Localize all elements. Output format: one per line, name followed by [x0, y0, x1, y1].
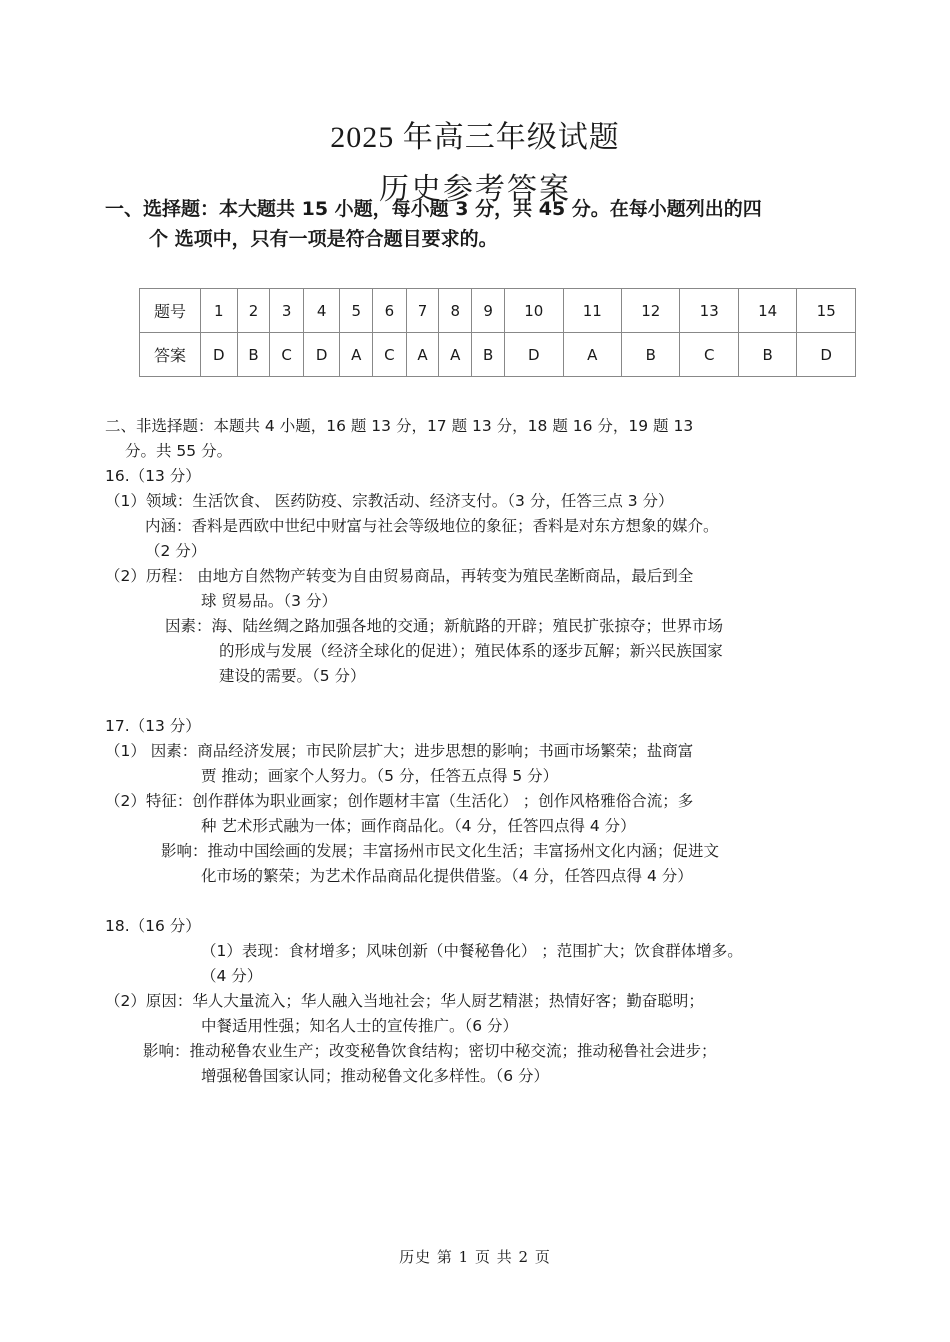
q18-impact-cont: 增强秘鲁国家认同；推动秘鲁文化多样性。（6 分）	[201, 1067, 550, 1085]
answer-cell: A	[439, 333, 472, 377]
answer-table	[139, 288, 856, 377]
question-number-cell: 14	[738, 289, 796, 333]
question-number-cell: 11	[563, 289, 621, 333]
q16-heading: 16.（13 分）	[105, 467, 201, 485]
section2-line2: 分。共 55 分。	[125, 442, 233, 460]
answer-cell: C	[373, 333, 406, 377]
q18-heading: 18.（16 分）	[105, 917, 201, 935]
question-number-cell: 13	[680, 289, 738, 333]
question-number-cell: 6	[373, 289, 406, 333]
question-number-cell: 4	[303, 289, 340, 333]
section1-heading	[105, 194, 845, 254]
q16-meaning-score: （2 分）	[145, 542, 207, 560]
question-number-cell: 2	[237, 289, 270, 333]
answer-cell: C	[680, 333, 738, 377]
q16-meaning: 内涵：香料是西欧中世纪中财富与社会等级地位的象征；香料是对东方想象的媒介。	[145, 517, 719, 535]
section2-line1: 二、非选择题：本题共 4 小题，16 题 13 分，17 题 13 分，18 题 16 分，19 题 13	[105, 417, 694, 435]
q16-factors: 因素：海、陆丝绸之路加强各地的交通；新航路的开辟；殖民扩张掠夺；世界市场	[165, 617, 724, 635]
answer-cell: A	[563, 333, 621, 377]
q17-impact: 影响：推动中国绘画的发展；丰富扬州市民文化生活；丰富扬州文化内涵；促进文	[161, 842, 720, 860]
page-title: 2025 年高三年级试题	[330, 121, 620, 154]
answer-cell: C	[270, 333, 303, 377]
q18-part2-cont: 中餐适用性强；知名人士的宣传推广。（6 分）	[201, 1017, 519, 1035]
q16-factors-cont2: 建设的需要。（5 分）	[219, 667, 366, 685]
answer-body	[105, 414, 865, 1089]
page-footer: 历史 第 1 页 共 2 页	[399, 1248, 551, 1266]
q17-impact-cont: 化市场的繁荣；为艺术作品商品化提供借鉴。（4 分，任答四点得 4 分）	[201, 867, 693, 885]
q16-part2: （2）历程： 由地方自然物产转变为自由贸易商品，再转变为殖民垄断商品，最后到全	[105, 567, 694, 585]
answer-cell: D	[505, 333, 563, 377]
q16-part2-cont: 球 贸易品。（3 分）	[201, 592, 337, 610]
answer-cell: B	[472, 333, 505, 377]
number-row-header: 题号	[140, 289, 201, 333]
question-number-cell: 15	[797, 289, 856, 333]
answer-table-answer-row	[140, 333, 856, 377]
q17-part2: （2）特征：创作群体为职业画家；创作题材丰富（生活化） ；创作风格雅俗合流；多	[105, 792, 694, 810]
q17-part2-cont: 种 艺术形式融为一体；画作商品化。（4 分，任答四点得 4 分）	[201, 817, 636, 835]
question-number-cell: 8	[439, 289, 472, 333]
answer-cell: B	[622, 333, 680, 377]
question-number-cell: 12	[622, 289, 680, 333]
question-number-cell: 7	[406, 289, 439, 333]
answer-cell: D	[201, 333, 238, 377]
question-number-cell: 9	[472, 289, 505, 333]
answer-cell: B	[738, 333, 796, 377]
q17-part1-cont: 贾 推动；画家个人努力。（5 分，任答五点得 5 分）	[201, 767, 559, 785]
q18-part1-score: （4 分）	[201, 967, 263, 985]
answer-cell: A	[340, 333, 373, 377]
question-number-cell: 5	[340, 289, 373, 333]
section1-line1: 一、选择题：本大题共 15 小题，每小题 3 分，共 45 分。在每小题列出的四	[105, 198, 762, 220]
q18-part1: （1）表现：食材增多；风味创新（中餐秘鲁化） ；范围扩大；饮食群体增多。	[201, 942, 743, 960]
answer-table-number-row	[140, 289, 856, 333]
q17-heading: 17.（13 分）	[105, 717, 201, 735]
answer-cell: A	[406, 333, 439, 377]
q16-factors-cont1: 的形成与发展（经济全球化的促进）；殖民体系的逐步瓦解；新兴民族国家	[219, 642, 723, 660]
answer-cell: D	[303, 333, 340, 377]
answer-cell: B	[237, 333, 270, 377]
q16-part1: （1）领域：生活饮食、 医药防疫、宗教活动、经济支付。（3 分，任答三点 3 分）	[105, 492, 674, 510]
question-number-cell: 3	[270, 289, 303, 333]
q18-impact: 影响：推动秘鲁农业生产；改变秘鲁饮食结构；密切中秘交流；推动秘鲁社会进步；	[143, 1042, 717, 1060]
section1-line2: 个 选项中，只有一项是符合题目要求的。	[149, 228, 498, 250]
answer-cell: D	[797, 333, 856, 377]
question-number-cell: 1	[201, 289, 238, 333]
q18-part2: （2）原因：华人大量流入；华人融入当地社会；华人厨艺精湛；热情好客；勤奋聪明；	[105, 992, 704, 1010]
page-subtitle: 历史参考答案	[379, 172, 571, 207]
q17-part1: （1） 因素：商品经济发展；市民阶层扩大；进步思想的影响；书画市场繁荣；盐商富	[105, 742, 694, 760]
question-number-cell: 10	[505, 289, 563, 333]
answer-row-header: 答案	[140, 333, 201, 377]
